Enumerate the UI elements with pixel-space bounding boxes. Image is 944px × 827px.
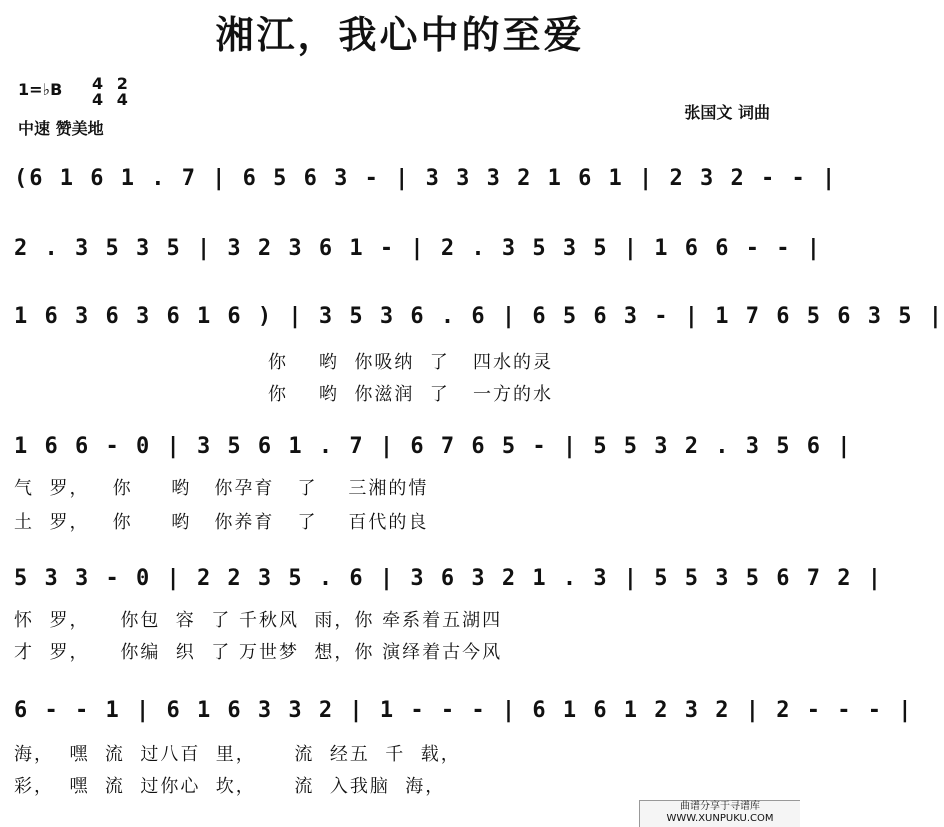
lyric-line: 气 罗， 你 哟 你孕育 了 三湘的情 xyxy=(14,478,429,499)
lyric-line: 你 哟 你滋润 了 一方的水 xyxy=(268,384,553,405)
staff-row-2 xyxy=(0,226,822,274)
credits: 张国文 词曲 xyxy=(684,103,770,122)
staff-row-1 xyxy=(0,156,838,204)
notation-line: 6 - - 1 | 6 1 6 3 3 2 | 1 - - - | 6 1 6 1 2 3 2 | 2 - - - | xyxy=(14,698,914,723)
key-signature: 1=♭B xyxy=(18,80,63,99)
staff-row-3 xyxy=(0,294,944,342)
time-signature-2-4: 2 4 xyxy=(116,74,128,109)
notation-line: (6 1 6 1 . 7 | 6 5 6 3 - | 3 3 3 2 1 6 1 | 2 3 2 - - | xyxy=(14,166,838,191)
staff-row-4 xyxy=(0,424,853,472)
lyric-line: 才 罗， 你编 织 了 万世梦 想，你 演绎着古今风 xyxy=(14,642,503,663)
notation-line: 2 . 3 5 3 5 | 3 2 3 6 1 - | 2 . 3 5 3 5 | 1 6 6 - - | xyxy=(14,236,822,261)
watermark: 曲谱分享于寻谱库 WWW.XUNPUKU.COM xyxy=(639,800,800,827)
tempo-marking: 中速 赞美地 xyxy=(18,119,104,138)
lyric-line: 土 罗， 你 哟 你养育 了 百代的良 xyxy=(14,512,429,533)
page-title: 湘江，我心中的至爱 xyxy=(215,13,585,57)
staff-row-6 xyxy=(0,688,914,736)
notation-line: 1 6 3 6 3 6 1 6 ) | 3 5 3 6 . 6 | 6 5 6 3 - | 1 7 6 5 6 3 5 | xyxy=(14,304,944,329)
lyric-line: 彩， 嘿 流 过你心 坎， 流 入我脑 海， xyxy=(14,776,446,797)
lyric-line: 海， 嘿 流 过八百 里， 流 经五 千 载， xyxy=(14,744,461,765)
time-signature-4-4: 4 4 xyxy=(92,74,104,109)
notation-line: 1 6 6 - 0 | 3 5 6 1 . 7 | 6 7 6 5 - | 5 5 3 2 . 3 5 6 | xyxy=(14,434,853,459)
staff-row-5 xyxy=(0,556,883,604)
lyric-line: 你 哟 你吸纳 了 四水的灵 xyxy=(268,352,553,373)
notation-line: 5 3 3 - 0 | 2 2 3 5 . 6 | 3 6 3 2 1 . 3 | 5 5 3 5 6 7 2 | xyxy=(14,566,883,591)
time-signatures xyxy=(92,76,136,109)
lyric-line: 怀 罗， 你包 容 了 千秋风 雨，你 牵系着五湖四 xyxy=(14,610,503,631)
